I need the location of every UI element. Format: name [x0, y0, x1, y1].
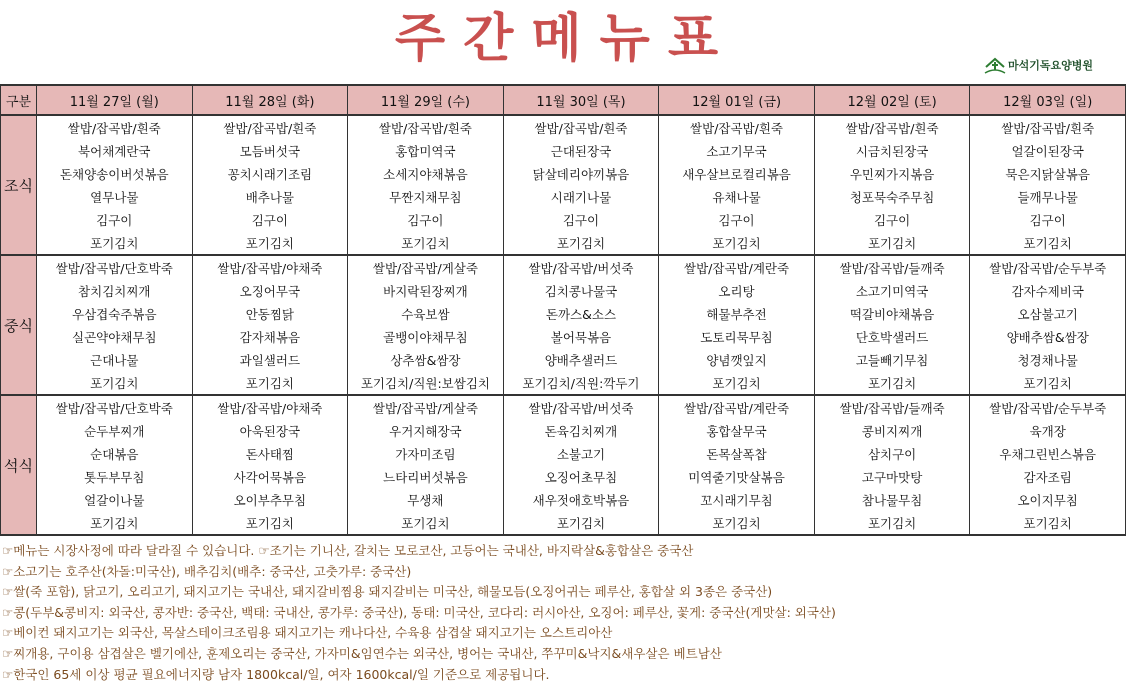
menu-row — [1, 302, 1126, 325]
menu-cell: 포기김치 — [659, 371, 815, 395]
weekly-menu-table — [0, 84, 1126, 536]
menu-cell: 돈채양송이버섯볶음 — [37, 162, 193, 185]
menu-cell: 고구마맛탕 — [814, 465, 970, 488]
menu-row — [1, 348, 1126, 371]
day-header: 12월 03일 (일) — [970, 85, 1126, 115]
menu-row — [1, 231, 1126, 255]
menu-cell: 오징어초무침 — [503, 465, 659, 488]
menu-cell: 얼갈이된장국 — [970, 139, 1126, 162]
menu-cell: 배추나물 — [192, 185, 348, 208]
menu-cell: 상추쌈&쌈장 — [348, 348, 504, 371]
note-line: ☞베이컨 돼지고기는 외국산, 목살스테이크조림용 돼지고기는 캐나다산, 수육용 삼겹살 돼지고기는 오스트리아산 — [2, 625, 613, 641]
menu-cell: 포기김치 — [970, 231, 1126, 255]
menu-cell: 순대볶음 — [37, 442, 193, 465]
menu-cell: 쌀밥/잡곡밥/들깨죽 — [814, 395, 970, 419]
header-row — [1, 85, 1126, 115]
cross-house-icon — [984, 55, 1006, 75]
menu-cell: 포기김치 — [814, 231, 970, 255]
menu-cell: 바지락된장찌개 — [348, 279, 504, 302]
day-header: 11월 28일 (화) — [192, 85, 348, 115]
meal-label: 조식 — [1, 115, 37, 255]
menu-cell: 포기김치 — [503, 231, 659, 255]
menu-cell: 포기김치 — [970, 371, 1126, 395]
menu-cell: 우거지해장국 — [348, 419, 504, 442]
corner-label: 구분 — [1, 85, 37, 115]
menu-cell: 묵은지닭살볶음 — [970, 162, 1126, 185]
menu-cell: 포기김치 — [814, 511, 970, 535]
menu-cell: 순두부찌개 — [37, 419, 193, 442]
menu-cell: 감자수제비국 — [970, 279, 1126, 302]
menu-cell: 열무나물 — [37, 185, 193, 208]
logo-text: 마석기독요양병원 — [1008, 59, 1094, 72]
note-line: ☞소고기는 호주산(차돌:미국산), 배추김치(배추: 중국산, 고춧가루: 중국산) — [2, 563, 412, 579]
menu-cell: 돈목살폭찹 — [659, 442, 815, 465]
menu-cell: 단호박샐러드 — [814, 325, 970, 348]
menu-cell: 쌀밥/잡곡밥/순두부죽 — [970, 255, 1126, 279]
menu-cell: 참치김치찌개 — [37, 279, 193, 302]
notes-section — [2, 541, 1128, 685]
menu-cell: 무짠지채무침 — [348, 185, 504, 208]
meal-label: 중식 — [1, 255, 37, 395]
menu-cell: 과일샐러드 — [192, 348, 348, 371]
menu-cell: 떡갈비야채볶음 — [814, 302, 970, 325]
menu-cell: 도토리묵무침 — [659, 325, 815, 348]
menu-row — [1, 279, 1126, 302]
menu-cell: 소고기무국 — [659, 139, 815, 162]
menu-cell: 꼬시래기무침 — [659, 488, 815, 511]
menu-cell: 김구이 — [659, 208, 815, 231]
menu-cell: 콩비지찌개 — [814, 419, 970, 442]
menu-cell: 청포묵숙주무침 — [814, 185, 970, 208]
menu-cell: 꽁치시래기조림 — [192, 162, 348, 185]
note-line: ☞한국인 65세 이상 평균 필요에너지량 남자 1800kcal/일, 여자 1600kcal/일 기준으로 제공됩니다. — [2, 666, 550, 682]
menu-cell: 쌀밥/잡곡밥/흰죽 — [814, 115, 970, 139]
menu-cell: 유채나물 — [659, 185, 815, 208]
menu-cell: 아욱된장국 — [192, 419, 348, 442]
day-header: 11월 29일 (수) — [348, 85, 504, 115]
menu-cell: 포기김치 — [659, 231, 815, 255]
menu-cell: 근대된장국 — [503, 139, 659, 162]
menu-cell: 모듬버섯국 — [192, 139, 348, 162]
menu-row — [1, 371, 1126, 395]
hospital-logo — [984, 55, 1093, 75]
menu-cell: 돈까스&소스 — [503, 302, 659, 325]
menu-cell: 돈사태찜 — [192, 442, 348, 465]
menu-cell: 오이부추무침 — [192, 488, 348, 511]
menu-cell: 쌀밥/잡곡밥/야채죽 — [192, 395, 348, 419]
menu-cell: 홍합살무국 — [659, 419, 815, 442]
menu-cell: 무생채 — [348, 488, 504, 511]
menu-cell: 쌀밥/잡곡밥/흰죽 — [970, 115, 1126, 139]
menu-cell: 우민찌가지볶음 — [814, 162, 970, 185]
menu-cell: 우삼겹숙주볶음 — [37, 302, 193, 325]
menu-cell: 김구이 — [37, 208, 193, 231]
note-line: ☞쌀(죽 포함), 닭고기, 오리고기, 돼지고기는 국내산, 돼지갈비찜용 돼지갈비는 미국산, 해물모듬(오징어귀는 페루산, 홍합살 외 3종은 중국산) — [2, 584, 773, 600]
menu-cell: 감자채볶음 — [192, 325, 348, 348]
menu-row — [1, 115, 1126, 139]
menu-cell: 오리탕 — [659, 279, 815, 302]
menu-cell: 쌀밥/잡곡밥/단호박죽 — [37, 255, 193, 279]
note-line: ☞찌개용, 구이용 삼겹살은 벨기에산, 훈제오리는 중국산, 가자미&임연수는 외국산, 병어는 국내산, 쭈꾸미&낙지&새우살은 베트남산 — [2, 645, 722, 661]
menu-cell: 느타리버섯볶음 — [348, 465, 504, 488]
menu-cell: 쌀밥/잡곡밥/버섯죽 — [503, 395, 659, 419]
menu-cell: 포기김치 — [37, 231, 193, 255]
menu-cell: 쌀밥/잡곡밥/게살죽 — [348, 395, 504, 419]
menu-cell: 시금치된장국 — [814, 139, 970, 162]
menu-cell: 소고기미역국 — [814, 279, 970, 302]
menu-cell: 포기김치 — [659, 511, 815, 535]
menu-cell: 양배추쌈&쌈장 — [970, 325, 1126, 348]
menu-cell: 해물부추전 — [659, 302, 815, 325]
menu-cell: 오삼불고기 — [970, 302, 1126, 325]
menu-cell: 포기김치 — [348, 231, 504, 255]
day-header: 12월 01일 (금) — [659, 85, 815, 115]
menu-cell: 포기김치/직원:보쌈김치 — [348, 371, 504, 395]
menu-cell: 감자조림 — [970, 465, 1126, 488]
menu-row — [1, 511, 1126, 535]
day-header: 11월 27일 (월) — [37, 85, 193, 115]
menu-cell: 포기김치 — [192, 231, 348, 255]
menu-row — [1, 208, 1126, 231]
menu-cell: 청경채나물 — [970, 348, 1126, 371]
menu-cell: 홍합미역국 — [348, 139, 504, 162]
menu-cell: 골뱅이야채무침 — [348, 325, 504, 348]
menu-cell: 김치콩나물국 — [503, 279, 659, 302]
menu-cell: 실곤약야채무침 — [37, 325, 193, 348]
page-title: 주간메뉴표 — [394, 9, 737, 69]
menu-cell: 육개장 — [970, 419, 1126, 442]
menu-cell: 돈육김치찌개 — [503, 419, 659, 442]
menu-cell: 쌀밥/잡곡밥/버섯죽 — [503, 255, 659, 279]
menu-cell: 쌀밥/잡곡밥/계란죽 — [659, 395, 815, 419]
day-header: 11월 30일 (목) — [503, 85, 659, 115]
menu-cell: 포기김치 — [37, 371, 193, 395]
menu-cell: 김구이 — [814, 208, 970, 231]
menu-cell: 포기김치 — [503, 511, 659, 535]
menu-cell: 김구이 — [970, 208, 1126, 231]
note-line: ☞메뉴는 시장사정에 따라 달라질 수 있습니다. ☞조기는 기니산, 갈치는 모로코산, 고등어는 국내산, 바지락살&홍합살은 중국산 — [2, 543, 694, 558]
menu-row — [1, 419, 1126, 442]
menu-cell: 소세지야채볶음 — [348, 162, 504, 185]
menu-cell: 가자미조림 — [348, 442, 504, 465]
meal-label: 석식 — [1, 395, 37, 535]
menu-cell: 삼치구이 — [814, 442, 970, 465]
menu-row — [1, 185, 1126, 208]
menu-cell: 양배추샐러드 — [503, 348, 659, 371]
menu-row — [1, 325, 1126, 348]
menu-cell: 참나물무침 — [814, 488, 970, 511]
menu-cell: 김구이 — [192, 208, 348, 231]
menu-cell: 김구이 — [348, 208, 504, 231]
menu-cell: 북어채계란국 — [37, 139, 193, 162]
menu-cell: 포기김치 — [970, 511, 1126, 535]
menu-cell: 쌀밥/잡곡밥/흰죽 — [348, 115, 504, 139]
menu-cell: 쌀밥/잡곡밥/흰죽 — [192, 115, 348, 139]
note-line: ☞콩(두부&콩비지: 외국산, 콩자반: 중국산, 백태: 국내산, 콩가루: 중국산), 동태: 미국산, 코다리: 러시아산, 오징어: 페루산, 꽃게: 중국산(게맛살: 외국산) — [2, 604, 836, 620]
menu-row — [1, 255, 1126, 279]
menu-cell: 포기김치/직원:깍두기 — [503, 371, 659, 395]
menu-cell: 오징어무국 — [192, 279, 348, 302]
menu-cell: 미역줄기맛살볶음 — [659, 465, 815, 488]
menu-cell: 고들빼기무침 — [814, 348, 970, 371]
menu-cell: 새우젓애호박볶음 — [503, 488, 659, 511]
menu-cell: 포기김치 — [37, 511, 193, 535]
menu-cell: 사각어묵볶음 — [192, 465, 348, 488]
menu-cell: 들깨무나물 — [970, 185, 1126, 208]
menu-cell: 수육보쌈 — [348, 302, 504, 325]
menu-cell: 소불고기 — [503, 442, 659, 465]
menu-cell: 쌀밥/잡곡밥/흰죽 — [503, 115, 659, 139]
menu-row — [1, 442, 1126, 465]
menu-cell: 볼어묵볶음 — [503, 325, 659, 348]
menu-cell: 쌀밥/잡곡밥/순두부죽 — [970, 395, 1126, 419]
menu-row — [1, 395, 1126, 419]
menu-cell: 쌀밥/잡곡밥/들깨죽 — [814, 255, 970, 279]
menu-cell: 새우살브로컬리볶음 — [659, 162, 815, 185]
menu-cell: 포기김치 — [348, 511, 504, 535]
menu-row — [1, 162, 1126, 185]
menu-cell: 톳두부무침 — [37, 465, 193, 488]
day-header: 12월 02일 (토) — [814, 85, 970, 115]
menu-cell: 안동찜닭 — [192, 302, 348, 325]
menu-cell: 포기김치 — [814, 371, 970, 395]
menu-cell: 포기김치 — [192, 371, 348, 395]
menu-cell: 김구이 — [503, 208, 659, 231]
menu-cell: 닭살데리야끼볶음 — [503, 162, 659, 185]
menu-cell: 쌀밥/잡곡밥/흰죽 — [37, 115, 193, 139]
menu-cell: 시래기나물 — [503, 185, 659, 208]
menu-row — [1, 139, 1126, 162]
menu-cell: 쌀밥/잡곡밥/흰죽 — [659, 115, 815, 139]
menu-cell: 쌀밥/잡곡밥/야채죽 — [192, 255, 348, 279]
menu-cell: 포기김치 — [192, 511, 348, 535]
menu-cell: 쌀밥/잡곡밥/계란죽 — [659, 255, 815, 279]
menu-cell: 쌀밥/잡곡밥/게살죽 — [348, 255, 504, 279]
menu-cell: 오이지무침 — [970, 488, 1126, 511]
menu-cell: 얼갈이나물 — [37, 488, 193, 511]
menu-cell: 양념깻잎지 — [659, 348, 815, 371]
menu-row — [1, 465, 1126, 488]
menu-cell: 우채그린빈스볶음 — [970, 442, 1126, 465]
menu-row — [1, 488, 1126, 511]
menu-cell: 쌀밥/잡곡밥/단호박죽 — [37, 395, 193, 419]
menu-cell: 근대나물 — [37, 348, 193, 371]
